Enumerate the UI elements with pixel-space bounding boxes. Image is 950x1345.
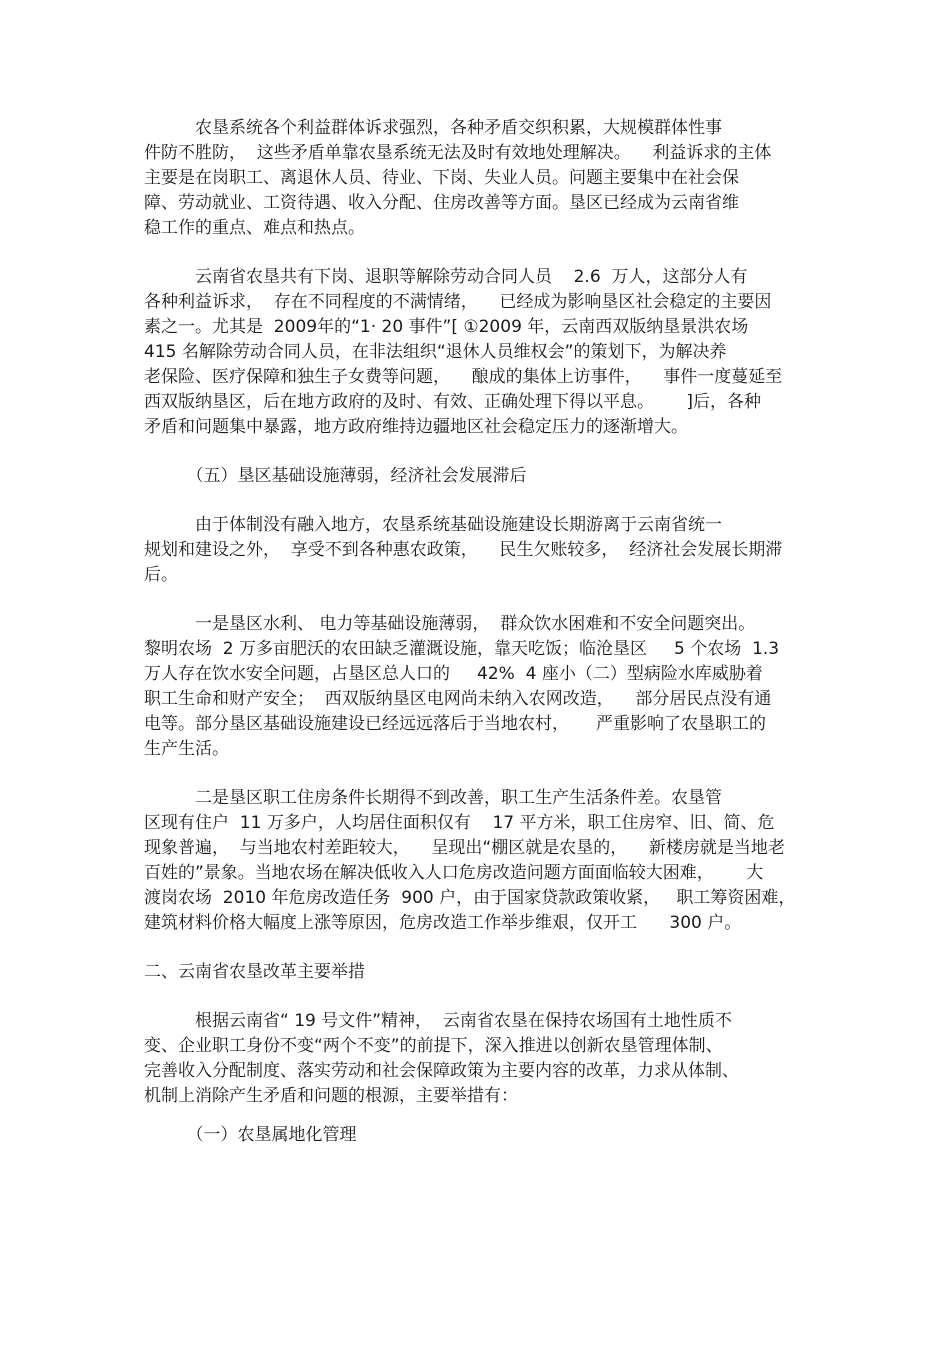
text-line: 规划和建设之外， 享受不到各种惠农政策， 民生欠账较多， 经济社会发展长期滞 [144, 540, 783, 560]
text-line: 西双版纳垦区，后在地方政府的及时、有效、正确处理下得以平息。 ]后，各种 [144, 392, 762, 412]
text-line: 415 名解除劳动合同人员，在非法组织“退休人员维权会”的策划下，为解决养 [144, 342, 727, 362]
text-line: 黎明农场 2 万多亩肥沃的农田缺乏灌溉设施，靠天吃饭；临沧垦区 5 个农场 1.3 [144, 639, 780, 659]
text-line: 区现有住户 11 万多户，人均居住面积仅有 17 平方米，职工住房窄、旧、简、危 [144, 813, 775, 833]
text-line: 渡岗农场 2010 年危房改造任务 900 户，由于国家贷款政策收紧， 职工筹资困难， [144, 888, 796, 908]
text-line: 障、劳动就业、工资待遇、收入分配、住房改善等方面。垦区已经成为云南省维 [144, 193, 739, 213]
text-line: 二是垦区职工住房条件长期得不到改善，职工生产生活条件差。农垦管 [144, 788, 722, 808]
section-heading: （五）垦区基础设施薄弱，经济社会发展滞后 [144, 466, 527, 486]
text-line: 万人存在饮水安全问题，占垦区总人口的 42% 4 座小（二）型病险水库威胁着 [144, 664, 763, 684]
text-line: 由于体制没有融入地方，农垦系统基础设施建设长期游离于云南省统一 [144, 515, 722, 535]
text-line: 职工生命和财产安全； 西双版纳垦区电网尚未纳入农网改造， 部分居民点没有通 [144, 689, 772, 709]
text-line: 后。 [144, 565, 178, 585]
text-line: 电等。部分垦区基础设施建设已经远远落后于当地农村， 严重影响了农垦职工的 [144, 714, 767, 734]
text-line: 各种利益诉求， 存在不同程度的不满情绪， 已经成为影响垦区社会稳定的主要因 [144, 292, 772, 312]
text-line: 根据云南省“ 19 号文件”精神， 云南省农垦在保持农场国有土地性质不 [144, 1011, 732, 1031]
text-line: 百姓的”景象。当地农场在解决低收入人口危房改造问题方面面临较大困难， 大 [144, 863, 764, 883]
text-line: 现象普遍， 与当地农村差距较大， 呈现出“棚区就是农垦的， 新楼房就是当地老 [144, 838, 785, 858]
text-line: 老保险、医疗保障和独生子女费等问题， 酿成的集体上访事件， 事件一度蔓延至 [144, 367, 783, 387]
text-line: 一是垦区水利、 电力等基础设施薄弱， 群众饮水困难和不安全问题突出。 [144, 614, 756, 634]
section-heading: （一）农垦属地化管理 [144, 1125, 357, 1145]
text-line: 农垦系统各个利益群体诉求强烈，各种矛盾交织积累，大规模群体性事 [144, 118, 722, 138]
text-line: 素之一。尤其是 2009年的“1· 20 事件”[ ①2009 年，云南西双版纳垦景洪农场 [144, 317, 749, 337]
text-line: 建筑材料价格大幅度上涨等原因，危房改造工作举步维艰，仅开工 300 户。 [144, 913, 742, 933]
text-line: 完善收入分配制度、落实劳动和社会保障政策为主要内容的改革，力求从体制、 [144, 1061, 739, 1081]
text-line: 机制上消除产生矛盾和问题的根源，主要举措有： [144, 1086, 518, 1106]
text-line: 稳工作的重点、难点和热点。 [144, 218, 365, 238]
text-line: 件防不胜防， 这些矛盾单靠农垦系统无法及时有效地处理解决。 利益诉求的主体 [144, 143, 772, 163]
text-line: 云南省农垦共有下岗、退职等解除劳动合同人员 2.6 万人，这部分人有 [144, 267, 748, 287]
text-line: 主要是在岗职工、离退休人员、待业、下岗、失业人员。问题主要集中在社会保 [144, 168, 739, 188]
text-line: 生产生活。 [144, 739, 229, 759]
section-heading: 二、云南省农垦改革主要举措 [144, 962, 365, 982]
text-line: 变、企业职工身份不变“两个不变”的前提下，深入推进以创新农垦管理体制、 [144, 1036, 723, 1056]
text-line: 矛盾和问题集中暴露，地方政府维持边疆地区社会稳定压力的逐渐增大。 [144, 417, 688, 437]
